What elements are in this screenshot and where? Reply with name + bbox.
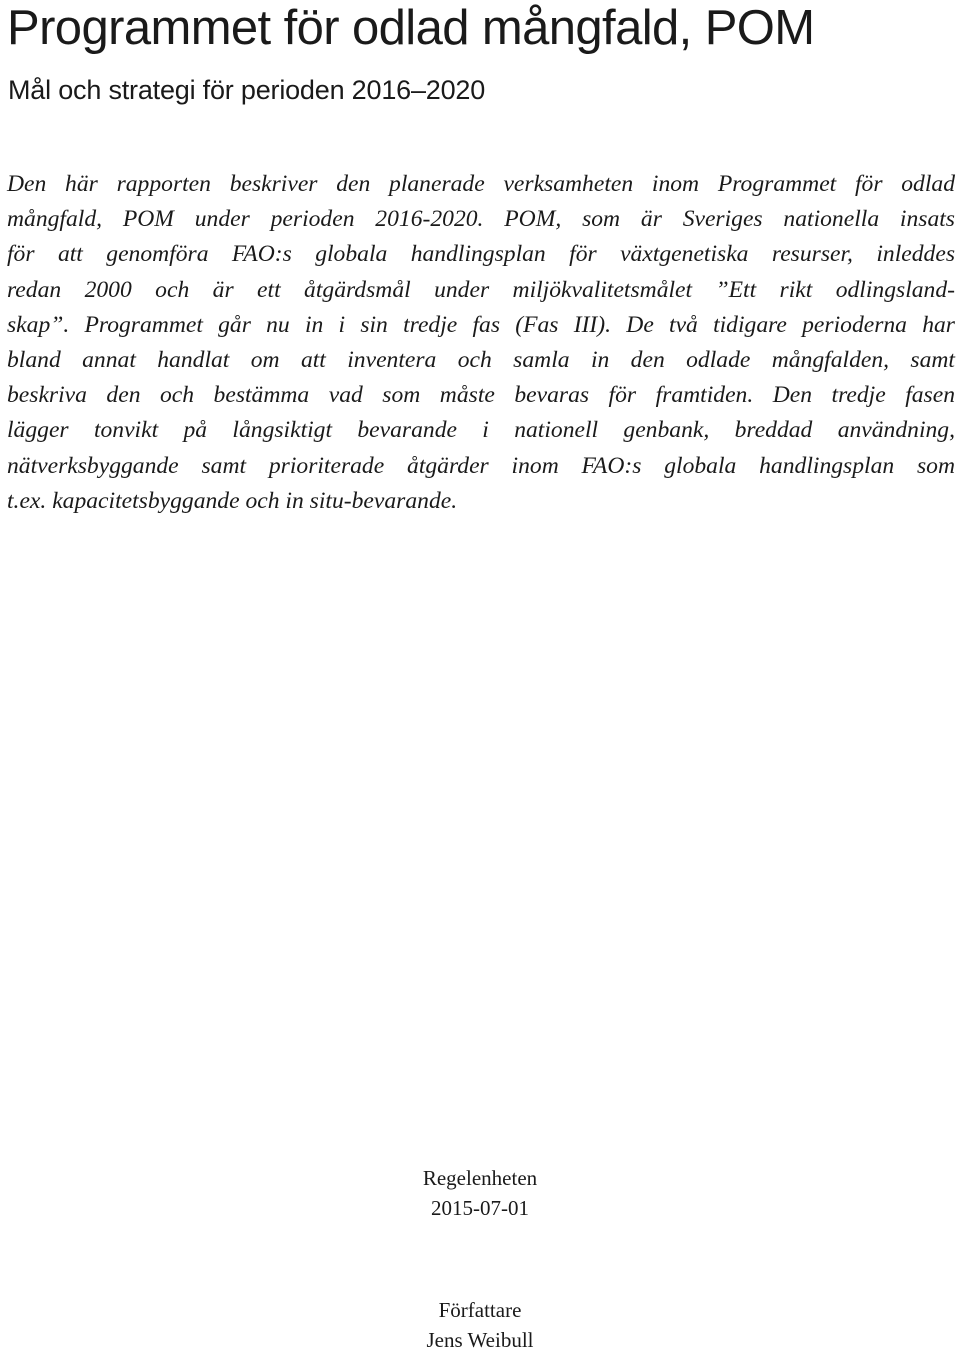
abstract-line: Den här rapporten beskriver den planerade verksamheten inom Programmet för odlad — [7, 171, 955, 197]
author-label: Författare — [438, 1298, 522, 1322]
abstract-line: bland annat handlat om att inventera och samla in den odlade mångfalden, samt — [7, 347, 955, 374]
abstract-line: beskriva den och bestämma vad som måste bevaras för framtiden. Den tredje fasen — [7, 382, 955, 409]
publication-date: 2015-07-01 — [431, 1196, 529, 1220]
abstract-line: för att genomföra FAO:s globala handlingsplan för växtgenetiska resurser, inleddes — [7, 241, 955, 268]
document-title: Programmet för odlad mångfald, POM — [7, 1, 815, 55]
abstract-line: mångfald, POM under perioden 2016-2020. POM, som är Sveriges nationella insats — [7, 206, 955, 233]
abstract-line: redan 2000 och är ett åtgärdsmål under miljökvalitetsmålet ”Ett rikt odlingsland- — [7, 276, 955, 303]
author-block — [0, 1295, 960, 1355]
publisher-block — [0, 1163, 960, 1223]
abstract-line: lägger tonvikt på långsiktigt bevarande i nationell genbank, breddad användning, — [7, 417, 955, 444]
document-subtitle: Mål och strategi för perioden 2016–2020 — [8, 75, 486, 105]
abstract-line: nätverksbyggande samt prioriterade åtgärder inom FAO:s globala handlingsplan som — [7, 452, 955, 479]
abstract-paragraph — [7, 167, 955, 519]
abstract-line: skap”. Programmet går nu in i sin tredje fas (Fas III). De två tidigare perioderna har — [7, 311, 955, 338]
abstract-line: t.ex. kapacitetsbyggande och in situ-bevarande. — [7, 487, 458, 514]
author-name: Jens Weibull — [426, 1328, 534, 1352]
unit-label: Regelenheten — [422, 1166, 538, 1190]
